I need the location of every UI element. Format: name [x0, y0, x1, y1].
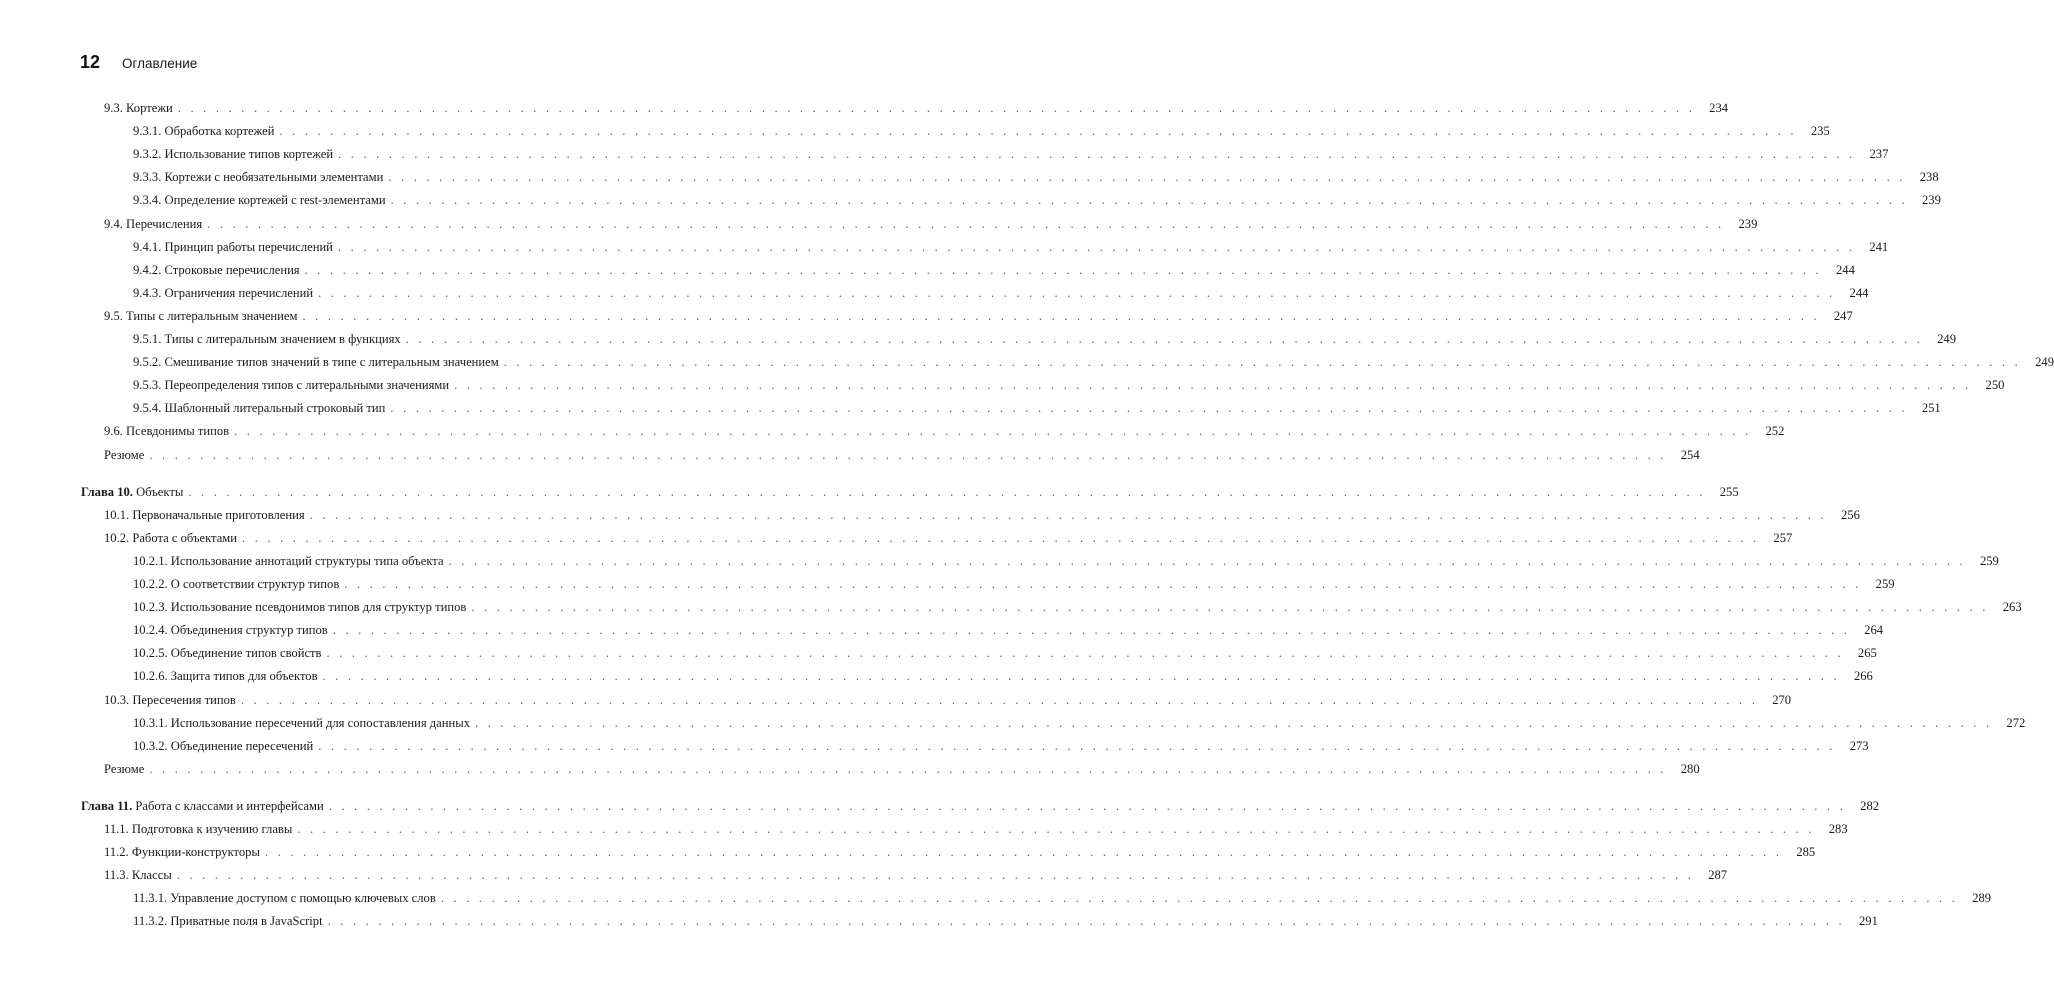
dot-leader: . . . . . . . . . . . . . . . . . . . . . . . . . . . . . . . . . . . . . . . . . . . . . . . . . . . . . . . . . . . . . . . . . . . . . . . . . . . . . . . . . . . . . . . . . . . . . . . . . . . . . . . . . . . . . . . . . . . . . . . .	[309, 507, 1827, 522]
chapter-number: Глава 10.	[81, 484, 133, 499]
toc-entry-label: 9.5.3. Переопределения типов с литеральными значениями	[133, 378, 450, 393]
page-reference: 285	[1796, 845, 1816, 860]
page-reference: 272	[2006, 715, 2026, 730]
toc-entry-label: 11.3.1. Управление доступом с помощью ключевых слов	[133, 891, 436, 906]
dot-leader: . . . . . . . . . . . . . . . . . . . . . . . . . . . . . . . . . . . . . . . . . . . . . . . . . . . . . . . . . . . . . . . . . . . . . . . . . . . . . . . . . . . . . . . . . . . . . . . . . . . . . . . . . . . . . . . . . . . . . . . .	[264, 845, 1783, 860]
toc-entry-label: Резюме	[104, 761, 145, 776]
dot-leader: . . . . . . . . . . . . . . . . . . . . . . . . . . . . . . . . . . . . . . . . . . . . . . . . . . . . . . . . . . . . . . . . . . . . . . . . . . . . . . . . . . . . . . . . . . . . . . . . . . . . . . . . . . . . . . . . . . . . . . . .	[149, 447, 1667, 462]
toc-entry[interactable]	[0, 643, 1877, 663]
dot-leader: . . . . . . . . . . . . . . . . . . . . . . . . . . . . . . . . . . . . . . . . . . . . . . . . . . . . . . . . . . . . . . . . . . . . . . . . . . . . . . . . . . . . . . . . . . . . . . . . . . . . . . . . . . . . . . . . . . . . . . . .	[318, 285, 1836, 300]
page-reference: 282	[1860, 798, 1880, 813]
toc-entry[interactable]	[0, 237, 1889, 257]
toc-entry-label: 9.3.2. Использование типов кортежей	[133, 147, 334, 162]
toc-entry[interactable]	[0, 283, 1869, 303]
page-reference: 237	[1869, 147, 1889, 162]
toc-entry[interactable]	[0, 574, 1895, 594]
page-reference: 265	[1857, 646, 1877, 661]
dot-leader: . . . . . . . . . . . . . . . . . . . . . . . . . . . . . . . . . . . . . . . . . . . . . . . . . . . . . . . . . . . . . . . . . . . . . . . . . . . . . . . . . . . . . . . . . . . . . . . . . . . . . . . . . . . . . . . . . . . . . . . .	[176, 868, 1695, 883]
toc-entry-label: 9.5.2. Смешивание типов значений в типе с литеральным значением	[133, 355, 499, 370]
toc-entry[interactable]	[0, 98, 1729, 118]
toc-entry-label: 9.3.4. Определение кортежей с rest-элементами	[133, 193, 386, 208]
toc-entry[interactable]	[0, 819, 1848, 839]
toc-entry[interactable]	[0, 421, 1785, 441]
page-reference: 249	[2035, 355, 2054, 370]
chapter-title: Работа с классами и интерфейсами	[135, 798, 324, 813]
toc-entry[interactable]	[0, 214, 1758, 234]
dot-leader: . . . . . . . . . . . . . . . . . . . . . . . . . . . . . . . . . . . . . . . . . . . . . . . . . . . . . . . . . . . . . . . . . . . . . . . . . . . . . . . . . . . . . . . . . . . . . . . . . . . . . . . . . . . . . . . . . . . . . . . .	[207, 216, 1725, 231]
dot-leader: . . . . . . . . . . . . . . . . . . . . . . . . . . . . . . . . . . . . . . . . . . . . . . . . . . . . . . . . . . . . . . . . . . . . . . . . . . . . . . . . . . . . . . . . . . . . . . . . . . . . . . . . . . . . . . . . . . . . . . . .	[318, 738, 1836, 753]
toc-entry[interactable]	[0, 888, 1992, 908]
toc-entry-label	[81, 796, 324, 816]
toc-entry-label: 9.3.3. Кортежи с необязательными элементами	[133, 170, 384, 185]
chapter-title: Объекты	[136, 484, 184, 499]
dot-leader: . . . . . . . . . . . . . . . . . . . . . . . . . . . . . . . . . . . . . . . . . . . . . . . . . . . . . . . . . . . . . . . . . . . . . . . . . . . . . . . . . . . . . . . . . . . . . . . . . . . . . . . . . . . . . . . . . . . . . . . .	[475, 715, 1993, 730]
dot-leader: . . . . . . . . . . . . . . . . . . . . . . . . . . . . . . . . . . . . . . . . . . . . . . . . . . . . . . . . . . . . . . . . . . . . . . . . . . . . . . . . . . . . . . . . . . . . . . . . . . . . . . . . . . . . . . . . . . . . . . . .	[149, 761, 1667, 776]
dot-leader: . . . . . . . . . . . . . . . . . . . . . . . . . . . . . . . . . . . . . . . . . . . . . . . . . . . . . . . . . . . . . . . . . . . . . . . . . . . . . . . . . . . . . . . . . . . . . . . . . . . . . . . . . . . . . . . . . . . . . . . .	[297, 822, 1815, 836]
toc-entry-label: 9.5.4. Шаблонный литеральный строковый тип	[133, 401, 386, 416]
page-reference: 263	[2002, 600, 2022, 615]
toc-entry-label: 10.3.2. Объединение пересечений	[133, 738, 314, 753]
page-title: Оглавление	[122, 56, 198, 71]
toc-entry-label: 9.5.1. Типы с литеральным значением в функциях	[133, 332, 401, 346]
toc-entry-label: 10.3. Пересечения типов	[104, 692, 236, 707]
dot-leader: . . . . . . . . . . . . . . . . . . . . . . . . . . . . . . . . . . . . . . . . . . . . . . . . . . . . . . . . . . . . . . . . . . . . . . . . . . . . . . . . . . . . . . . . . . . . . . . . . . . . . . . . . . . . . . . . . . . . . . . .	[405, 332, 1924, 346]
dot-leader: . . . . . . . . . . . . . . . . . . . . . . . . . . . . . . . . . . . . . . . . . . . . . . . . . . . . . . . . . . . . . . . . . . . . . . . . . . . . . . . . . . . . . . . . . . . . . . . . . . . . . . . . . . . . . . . . . . . . . . . .	[328, 798, 1847, 813]
toc-chapter-entry[interactable]	[0, 796, 1880, 816]
toc-entry[interactable]	[0, 398, 1941, 418]
page-reference: 291	[1858, 914, 1878, 929]
toc-entry-label: 10.2.5. Объединение типов свойств	[133, 646, 322, 661]
dot-leader: . . . . . . . . . . . . . . . . . . . . . . . . . . . . . . . . . . . . . . . . . . . . . . . . . . . . . . . . . . . . . . . . . . . . . . . . . . . . . . . . . . . . . . . . . . . . . . . . . . . . . . . . . . . . . . . . . . . . . . . .	[322, 669, 1840, 684]
toc-entry[interactable]	[0, 911, 1878, 931]
toc-entry[interactable]	[0, 167, 1939, 187]
page-reference: 287	[1708, 868, 1728, 883]
toc-entry[interactable]	[0, 144, 1889, 164]
toc-entry-label: 11.3. Классы	[104, 868, 172, 883]
toc-entry[interactable]	[0, 713, 2026, 733]
toc-entry-label: 11.3.2. Приватные поля в JavaScript	[133, 914, 323, 929]
dot-leader: . . . . . . . . . . . . . . . . . . . . . . . . . . . . . . . . . . . . . . . . . . . . . . . . . . . . . . . . . . . . . . . . . . . . . . . . . . . . . . . . . . . . . . . . . . . . . . . . . . . . . . . . . . . . . . . . . . . . . . . .	[337, 239, 1856, 254]
page-reference: 270	[1772, 692, 1792, 707]
toc-entry-label: Резюме	[104, 447, 145, 462]
dot-leader: . . . . . . . . . . . . . . . . . . . . . . . . . . . . . . . . . . . . . . . . . . . . . . . . . . . . . . . . . . . . . . . . . . . . . . . . . . . . . . . . . . . . . . . . . . . . . . . . . . . . . . . . . . . . . . . . . . . . . . . .	[332, 623, 1851, 638]
dot-leader: . . . . . . . . . . . . . . . . . . . . . . . . . . . . . . . . . . . . . . . . . . . . . . . . . . . . . . . . . . . . . . . . . . . . . . . . . . . . . . . . . . . . . . . . . . . . . . . . . . . . . . . . . . . . . . . . . . . . . . . .	[390, 193, 1908, 208]
toc-entry[interactable]	[0, 736, 1869, 756]
toc-entry-label: 10.3.1. Использование пересечений для сопоставления данных	[133, 715, 471, 730]
dot-leader: . . . . . . . . . . . . . . . . . . . . . . . . . . . . . . . . . . . . . . . . . . . . . . . . . . . . . . . . . . . . . . . . . . . . . . . . . . . . . . . . . . . . . . . . . . . . . . . . . . . . . . . . . . . . . . . . . . . . . . . .	[344, 577, 1862, 591]
toc-entry[interactable]	[0, 329, 1957, 349]
page-reference: 241	[1869, 239, 1889, 254]
page-reference: 289	[1972, 891, 1992, 906]
toc-entry[interactable]	[0, 260, 1855, 280]
toc-entry[interactable]	[0, 620, 1884, 640]
page-reference: 235	[1810, 124, 1830, 139]
page-reference: 252	[1765, 424, 1785, 439]
toc-entry[interactable]	[0, 865, 1728, 885]
dot-leader: . . . . . . . . . . . . . . . . . . . . . . . . . . . . . . . . . . . . . . . . . . . . . . . . . . . . . . . . . . . . . . . . . . . . . . . . . . . . . . . . . . . . . . . . . . . . . . . . . . . . . . . . . . . . . . . . . . . . . . . .	[242, 530, 1760, 545]
dot-leader: . . . . . . . . . . . . . . . . . . . . . . . . . . . . . . . . . . . . . . . . . . . . . . . . . . . . . . . . . . . . . . . . . . . . . . . . . . . . . . . . . . . . . . . . . . . . . . . . . . . . . . . . . . . . . . . . . . . . . . . .	[388, 170, 1906, 185]
dot-leader: . . . . . . . . . . . . . . . . . . . . . . . . . . . . . . . . . . . . . . . . . . . . . . . . . . . . . . . . . . . . . . . . . . . . . . . . . . . . . . . . . . . . . . . . . . . . . . . . . . . . . . . . . . . . . . . . . . . . . . . .	[440, 891, 1959, 906]
page-reference: 259	[1875, 577, 1895, 591]
page-reference: 239	[1738, 216, 1758, 231]
toc-entry-label: 10.2.6. Защита типов для объектов	[133, 669, 318, 684]
page-reference: 244	[1849, 285, 1869, 300]
toc-entry-label: 10.2.4. Объединения структур типов	[133, 623, 328, 638]
toc-entry-label: 9.4.2. Строковые перечисления	[133, 262, 300, 277]
dot-leader: . . . . . . . . . . . . . . . . . . . . . . . . . . . . . . . . . . . . . . . . . . . . . . . . . . . . . . . . . . . . . . . . . . . . . . . . . . . . . . . . . . . . . . . . . . . . . . . . . . . . . . . . . . . . . . . . . . . . . . . .	[326, 646, 1844, 661]
toc-entry[interactable]	[0, 352, 2054, 372]
toc-entry[interactable]	[0, 597, 2022, 617]
toc-entry[interactable]	[0, 759, 1700, 779]
toc-entry[interactable]	[0, 666, 1873, 686]
page-reference: 250	[1985, 378, 2005, 393]
page-reference: 254	[1680, 447, 1700, 462]
toc-entry-label: 10.2. Работа с объектами	[104, 530, 238, 545]
toc-entry-label: 10.2.2. О соответствии структур типов	[133, 577, 340, 591]
toc-entry[interactable]	[0, 505, 1860, 525]
page-reference: 273	[1849, 738, 1869, 753]
toc-entry-label: 9.3. Кортежи	[104, 101, 173, 115]
page-reference: 249	[1937, 332, 1957, 346]
page-reference: 244	[1836, 262, 1855, 277]
dot-leader: . . . . . . . . . . . . . . . . . . . . . . . . . . . . . . . . . . . . . . . . . . . . . . . . . . . . . . . . . . . . . . . . . . . . . . . . . . . . . . . . . . . . . . . . . . . . . . . . . . . . . . . . . . . . . . . . . . . . . . . .	[234, 424, 1752, 439]
page-reference: 256	[1841, 507, 1860, 522]
dot-leader: . . . . . . . . . . . . . . . . . . . . . . . . . . . . . . . . . . . . . . . . . . . . . . . . . . . . . . . . . . . . . . . . . . . . . . . . . . . . . . . . . . . . . . . . . . . . . . . . . . . . . . . . . . . . . . . . . . . . . . . .	[188, 484, 1706, 499]
toc-entry-label: 10.2.3. Использование псевдонимов типов для структур типов	[133, 600, 467, 615]
page-reference: 238	[1919, 170, 1939, 185]
page-number: 12	[80, 52, 101, 72]
dot-leader: . . . . . . . . . . . . . . . . . . . . . . . . . . . . . . . . . . . . . . . . . . . . . . . . . . . . . . . . . . . . . . . . . . . . . . . . . . . . . . . . . . . . . . . . . . . . . . . . . . . . . . . . . . . . . . . . . . . . . . . .	[302, 308, 1820, 323]
dot-leader: . . . . . . . . . . . . . . . . . . . . . . . . . . . . . . . . . . . . . . . . . . . . . . . . . . . . . . . . . . . . . . . . . . . . . . . . . . . . . . . . . . . . . . . . . . . . . . . . . . . . . . . . . . . . . . . . . . . . . . . .	[448, 553, 1966, 568]
toc-entry-label: 9.3.1. Обработка кортежей	[133, 124, 275, 139]
toc-entry[interactable]	[0, 445, 1700, 465]
toc-entry-label	[81, 482, 183, 502]
toc-entry-label: 10.1. Первоначальные приготовления	[104, 507, 305, 522]
toc-entry-label: 9.6. Псевдонимы типов	[104, 424, 230, 439]
page-reference: 255	[1719, 484, 1739, 499]
toc-entry[interactable]	[0, 375, 2005, 395]
dot-leader: . . . . . . . . . . . . . . . . . . . . . . . . . . . . . . . . . . . . . . . . . . . . . . . . . . . . . . . . . . . . . . . . . . . . . . . . . . . . . . . . . . . . . . . . . . . . . . . . . . . . . . . . . . . . . . . . . . . . . . . .	[240, 692, 1759, 707]
toc-entry[interactable]	[0, 190, 1941, 210]
toc-entry[interactable]	[0, 306, 1853, 326]
dot-leader: . . . . . . . . . . . . . . . . . . . . . . . . . . . . . . . . . . . . . . . . . . . . . . . . . . . . . . . . . . . . . . . . . . . . . . . . . . . . . . . . . . . . . . . . . . . . . . . . . . . . . . . . . . . . . . . . . . . . . . . .	[177, 101, 1696, 115]
toc-entry-label: 10.2.1. Использование аннотаций структуры типа объекта	[133, 553, 444, 568]
page-reference: 251	[1921, 401, 1941, 416]
toc-entry[interactable]	[0, 121, 1830, 141]
dot-leader: . . . . . . . . . . . . . . . . . . . . . . . . . . . . . . . . . . . . . . . . . . . . . . . . . . . . . . . . . . . . . . . . . . . . . . . . . . . . . . . . . . . . . . . . . . . . . . . . . . . . . . . . . . . . . . . . . . . . . . . .	[327, 914, 1845, 929]
dot-leader: . . . . . . . . . . . . . . . . . . . . . . . . . . . . . . . . . . . . . . . . . . . . . . . . . . . . . . . . . . . . . . . . . . . . . . . . . . . . . . . . . . . . . . . . . . . . . . . . . . . . . . . . . . . . . . . . . . . . . . . .	[338, 147, 1856, 162]
page-header	[80, 52, 197, 74]
toc-entry-label: 9.4.1. Принцип работы перечислений	[133, 239, 333, 254]
page-reference: 257	[1773, 530, 1793, 545]
toc-entry[interactable]	[0, 551, 1999, 571]
page-reference: 283	[1828, 822, 1848, 836]
toc-entry[interactable]	[0, 842, 1816, 862]
toc-entry-label: 9.5. Типы с литеральным значением	[104, 308, 298, 323]
toc-entry[interactable]	[0, 528, 1793, 548]
toc-entry-label: 9.4. Перечисления	[104, 216, 203, 231]
dot-leader: . . . . . . . . . . . . . . . . . . . . . . . . . . . . . . . . . . . . . . . . . . . . . . . . . . . . . . . . . . . . . . . . . . . . . . . . . . . . . . . . . . . . . . . . . . . . . . . . . . . . . . . . . . . . . . . . . . . . . . . .	[503, 355, 2021, 370]
page-reference: 266	[1853, 669, 1873, 684]
dot-leader: . . . . . . . . . . . . . . . . . . . . . . . . . . . . . . . . . . . . . . . . . . . . . . . . . . . . . . . . . . . . . . . . . . . . . . . . . . . . . . . . . . . . . . . . . . . . . . . . . . . . . . . . . . . . . . . . . . . . . . . .	[279, 124, 1797, 139]
page-reference: 259	[1979, 553, 1999, 568]
toc-chapter-entry[interactable]	[0, 482, 1739, 502]
page-reference: 280	[1680, 761, 1700, 776]
page-reference: 239	[1921, 193, 1941, 208]
dot-leader: . . . . . . . . . . . . . . . . . . . . . . . . . . . . . . . . . . . . . . . . . . . . . . . . . . . . . . . . . . . . . . . . . . . . . . . . . . . . . . . . . . . . . . . . . . . . . . . . . . . . . . . . . . . . . . . . . . . . . . . .	[471, 600, 1989, 615]
dot-leader: . . . . . . . . . . . . . . . . . . . . . . . . . . . . . . . . . . . . . . . . . . . . . . . . . . . . . . . . . . . . . . . . . . . . . . . . . . . . . . . . . . . . . . . . . . . . . . . . . . . . . . . . . . . . . . . . . . . . . . . .	[454, 378, 1972, 393]
page-reference: 247	[1833, 308, 1853, 323]
toc-entry-label: 9.4.3. Ограничения перечислений	[133, 285, 314, 300]
page-reference: 264	[1864, 623, 1884, 638]
toc-entry-label: 11.2. Функции-конструкторы	[104, 845, 260, 860]
toc-entry[interactable]	[0, 690, 1792, 710]
dot-leader: . . . . . . . . . . . . . . . . . . . . . . . . . . . . . . . . . . . . . . . . . . . . . . . . . . . . . . . . . . . . . . . . . . . . . . . . . . . . . . . . . . . . . . . . . . . . . . . . . . . . . . . . . . . . . . . . . . . . . . . .	[304, 262, 1822, 277]
chapter-number: Глава 11.	[81, 798, 133, 813]
dot-leader: . . . . . . . . . . . . . . . . . . . . . . . . . . . . . . . . . . . . . . . . . . . . . . . . . . . . . . . . . . . . . . . . . . . . . . . . . . . . . . . . . . . . . . . . . . . . . . . . . . . . . . . . . . . . . . . . . . . . . . . .	[390, 401, 1908, 416]
toc-entry-label: 11.1. Подготовка к изучению главы	[104, 822, 293, 836]
page-reference: 234	[1709, 101, 1729, 115]
